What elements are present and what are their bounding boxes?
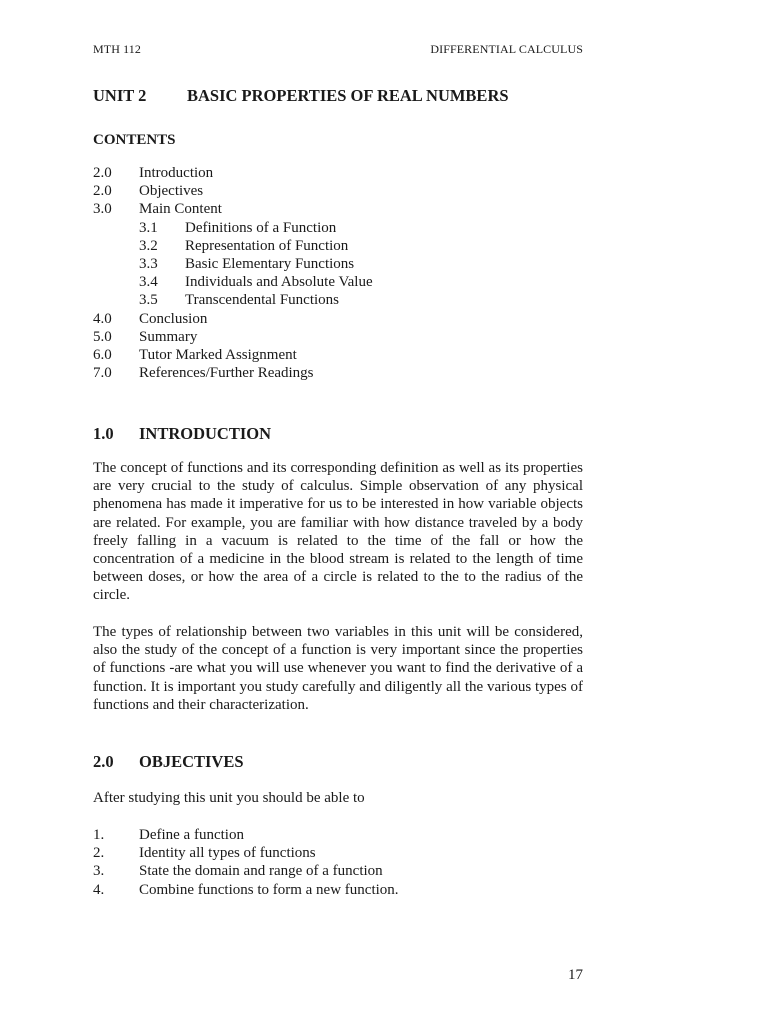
toc-label: Basic Elementary Functions [185, 256, 355, 273]
toc-subitem [93, 273, 583, 291]
running-header [93, 42, 583, 57]
list-item [93, 881, 583, 899]
page-number: 17 [568, 967, 583, 983]
introduction-heading [93, 424, 271, 444]
contents-heading: CONTENTS [93, 132, 176, 148]
section-number: 1.0 [93, 424, 114, 443]
toc-item [93, 364, 583, 382]
toc-number: 2.0 [93, 183, 112, 200]
toc-label: Objectives [139, 183, 204, 200]
list-item [93, 844, 583, 862]
toc-number: 3.5 [139, 292, 158, 309]
toc-number: 5.0 [93, 328, 112, 345]
toc-number: 3.0 [93, 201, 112, 218]
list-number: 3. [93, 863, 105, 880]
toc-subitem [93, 291, 583, 309]
unit-name: BASIC PROPERTIES OF REAL NUMBERS [187, 86, 509, 105]
section-title: INTRODUCTION [139, 424, 272, 443]
toc-item [93, 310, 583, 328]
course-title: DIFFERENTIAL CALCULUS [430, 42, 583, 56]
list-item [93, 862, 583, 880]
unit-title [93, 86, 509, 106]
course-code: MTH 112 [93, 42, 141, 56]
toc-number: 2.0 [93, 165, 112, 181]
section-number: 2.0 [93, 752, 114, 771]
toc-subitem [93, 237, 583, 255]
toc-label: Summary [139, 328, 198, 345]
list-number: 2. [93, 845, 105, 862]
list-number: 1. [93, 827, 105, 843]
toc-label: References/Further Readings [139, 365, 314, 382]
toc-label: Conclusion [139, 310, 208, 327]
toc-number: 3.3 [139, 256, 158, 273]
document-page [93, 0, 583, 1024]
toc-label: Definitions of a Function [185, 219, 337, 236]
list-label: Combine functions to form a new function. [139, 881, 399, 898]
toc-label: Representation of Function [185, 237, 349, 254]
toc-number: 4.0 [93, 310, 112, 327]
toc-label: Introduction [139, 165, 214, 181]
list-label: Identity all types of functions [139, 845, 316, 862]
toc-label: Main Content [139, 201, 222, 218]
toc-number: 3.2 [139, 237, 158, 254]
toc-item [93, 200, 583, 218]
table-of-contents [93, 164, 583, 382]
list-label: State the domain and range of a function [139, 863, 383, 880]
toc-label: Individuals and Absolute Value [185, 274, 373, 291]
unit-number: UNIT 2 [93, 86, 147, 105]
toc-label: Transcendental Functions [185, 292, 340, 309]
toc-label: Tutor Marked Assignment [139, 347, 297, 364]
toc-subitem [93, 219, 583, 237]
list-number: 4. [93, 881, 105, 898]
section-title: OBJECTIVES [139, 752, 244, 771]
list-label: Define a function [139, 827, 244, 843]
list-item [93, 826, 583, 844]
objectives-heading [93, 752, 244, 772]
toc-number: 7.0 [93, 365, 112, 382]
introduction-paragraph-2: The types of relationship between two variables in this unit will be considered, also the study of the concept of a function is very important since the properties of functions -are what you will use whenever you want to find the derivative of a function. It is important you study carefully and diligently all the various types of functions and their characterization. [93, 624, 583, 713]
toc-item [93, 328, 583, 346]
objectives-intro: After studying this unit you should be able to [93, 790, 365, 806]
toc-number: 3.1 [139, 219, 158, 236]
toc-subitem [93, 255, 583, 273]
toc-number: 6.0 [93, 347, 112, 364]
toc-item [93, 164, 583, 182]
toc-number: 3.4 [139, 274, 158, 291]
toc-item [93, 346, 583, 364]
introduction-paragraph-1: The concept of functions and its corresponding definition as well as its properties are very crucial to the study of calculus. Simple observation of any physical phenomena has made it imperative for us to be interested in how variable objects are related. For example, you are familiar with how distance traveled by a body freely falling in a vacuum is related to the time of the fall or how the concentration of a medicine in the blood stream is related to the length of time between doses, or how the area of a circle is related to the to the radius of the circle. [93, 460, 583, 604]
objectives-list [93, 826, 583, 899]
toc-item [93, 182, 583, 200]
